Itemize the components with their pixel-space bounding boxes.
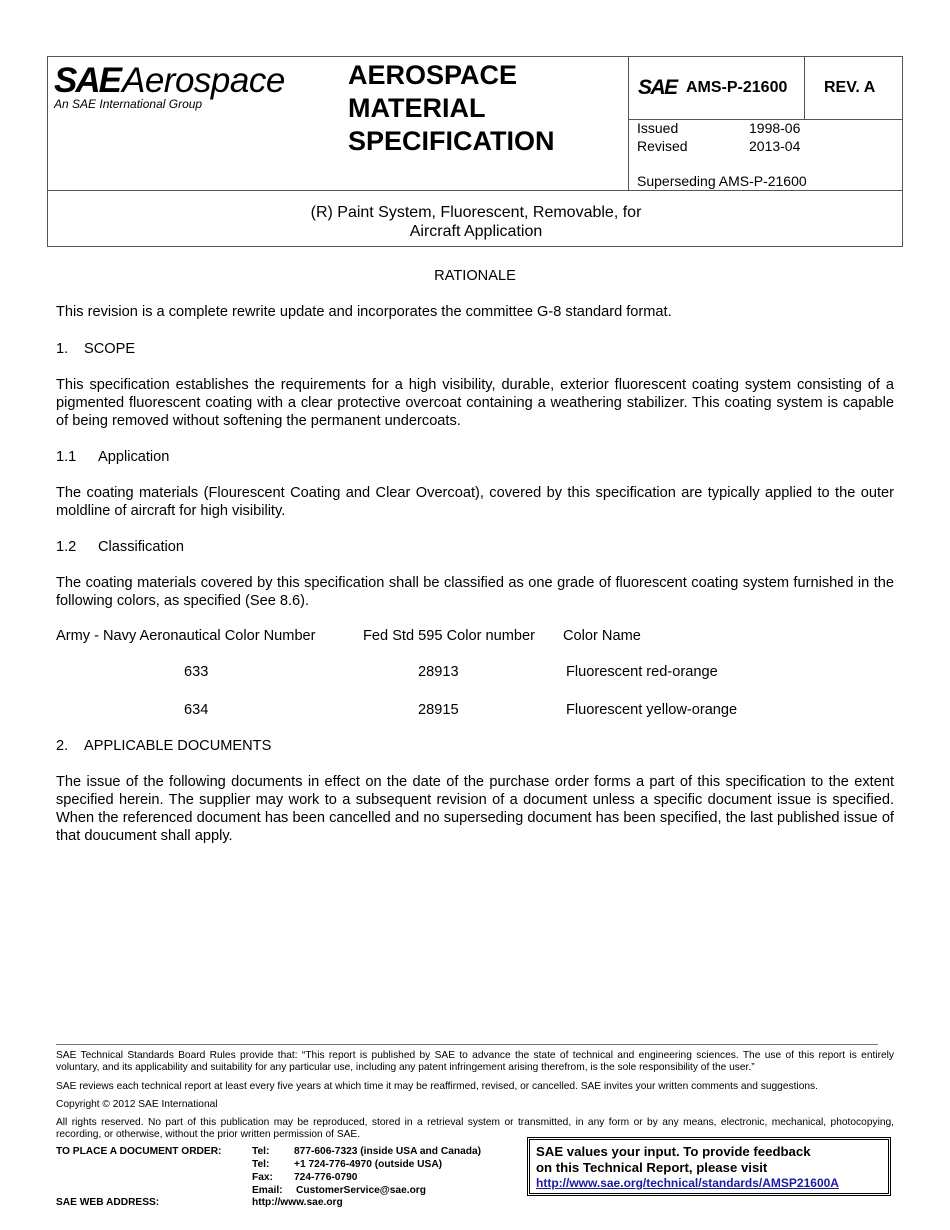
issued-label: Issued — [637, 120, 679, 136]
spec-title-line: SPECIFICATION — [348, 126, 555, 156]
footer-divider — [56, 1044, 878, 1046]
revision-label: REV. A — [824, 79, 876, 96]
section-title: SCOPE — [84, 341, 136, 357]
tel1-label: Tel: — [252, 1146, 270, 1157]
header-divider — [804, 57, 805, 119]
section-number: 1.2 — [56, 539, 77, 555]
section-number: 1. — [56, 341, 69, 357]
section-2-heading — [56, 737, 894, 755]
logo-subtitle: An SAE International Group — [54, 97, 203, 111]
fax-value: 724-776-0790 — [294, 1172, 358, 1183]
table-cell: 28913 — [418, 664, 459, 680]
table-cell: 28915 — [418, 702, 459, 718]
section-number: 1.1 — [56, 449, 77, 465]
section-title: APPLICABLE DOCUMENTS — [84, 738, 272, 754]
table-header: Army - Navy Aeronautical Color Number — [56, 628, 316, 644]
section-number: 2. — [56, 738, 69, 754]
table-header: Fed Std 595 Color number — [363, 628, 535, 644]
section-1-text: This specification establishes the requirements for a high visibility, durable, exterior fluorescent coating system consisting of a pigmented fluorescent coating with a clear protective overcoat containing a weathering stabilizer. This coating system is capable of being removed without softening the permanent undercoats. — [56, 377, 894, 429]
footer-copyright: Copyright © 2012 SAE International — [56, 1099, 218, 1110]
fax-label: Fax: — [252, 1172, 273, 1183]
subtitle-line: Aircraft Application — [409, 223, 543, 240]
feedback-line: SAE values your input. To provide feedback — [536, 1144, 811, 1159]
section-2-text: The issue of the following documents in effect on the date of the purchase order forms a part of this specification to the extent specified herein. The supplier may work to a subsequent revision of a document unless a specific document issue is specified. When the referenced document has been cancelled and no superseding document has been specified, the last published issue of that doucument shall apply. — [56, 774, 894, 844]
email-link[interactable]: CustomerService@sae.org — [296, 1185, 426, 1196]
spec-title — [348, 59, 555, 158]
section-1-2-text: The coating materials covered by this specification shall be classified as one grade of fluorescent coating system furnished in the following colors, as specified (See 8.6). — [56, 575, 894, 609]
spec-title-line: AEROSPACE — [348, 60, 518, 90]
footer-rights-text: All rights reserved. No part of this publication may be reproduced, stored in a retrieval system or transmitted, in any form or by any means, electronic, mechanical, photocopying, recording, or otherwise, without the prior written permission of SAE. — [56, 1117, 894, 1140]
section-1-1-heading — [56, 448, 894, 466]
order-label: TO PLACE A DOCUMENT ORDER: — [56, 1146, 222, 1157]
table-cell: 633 — [184, 664, 209, 680]
logo-sae-text: SAE — [54, 61, 120, 100]
feedback-box — [527, 1137, 891, 1196]
tel2-label: Tel: — [252, 1159, 270, 1170]
table-cell: Fluorescent red-orange — [566, 664, 718, 680]
section-1-heading — [56, 340, 894, 358]
section-1-1-text: The coating materials (Flourescent Coating and Clear Overcoat), covered by this specification are typically applied to the outer moldline of aircraft for high visibility. — [56, 485, 894, 519]
spec-title-line: MATERIAL — [348, 93, 486, 123]
web-address-link[interactable]: http://www.sae.org — [252, 1197, 343, 1208]
section-title: Application — [98, 449, 170, 465]
revised-label: Revised — [637, 138, 688, 154]
table-cell: 634 — [184, 702, 209, 718]
issued-date: 1998-06 — [749, 120, 801, 136]
superseding-note: Superseding AMS-P-21600 — [637, 173, 807, 189]
tel2-value: +1 724-776-4970 (outside USA) — [294, 1159, 443, 1170]
section-1-2-heading — [56, 538, 894, 556]
header-box — [47, 56, 903, 247]
footer-review-text: SAE reviews each technical report at least every five years at which time it may be reaffirmed, revised, or cancelled. SAE invites your written comments and suggestions. — [56, 1081, 818, 1092]
sae-small-logo: SAE — [638, 76, 677, 99]
footer-rules-text: SAE Technical Standards Board Rules provide that: “This report is published by SAE to advance the state of technical and engineering sciences. The use of this report is entirely voluntary, and its applicability and suitability for any particular use, including any patent infringement arising therefrom, is the sole responsibility of the user.” — [56, 1050, 894, 1073]
tel1-value: 877-606-7323 (inside USA and Canada) — [294, 1146, 482, 1157]
header-divider — [628, 57, 629, 190]
table-header: Color Name — [563, 628, 641, 644]
logo-aerospace-text: Aerospace — [122, 61, 285, 100]
revised-date: 2013-04 — [749, 138, 801, 154]
document-number: AMS-P-21600 — [686, 79, 788, 96]
header-divider — [48, 190, 903, 191]
feedback-line: on this Technical Report, please visit — [536, 1160, 768, 1175]
email-label: Email: — [252, 1185, 283, 1196]
section-title: Classification — [98, 539, 184, 555]
document-subtitle — [48, 203, 904, 241]
subtitle-line: (R) Paint System, Fluorescent, Removable, for — [310, 204, 642, 221]
rationale-text: This revision is a complete rewrite update and incorporates the committee G-8 standard format. — [56, 304, 672, 320]
rationale-heading: RATIONALE — [434, 268, 516, 284]
feedback-link[interactable]: http://www.sae.org/technical/standards/AMSP21600A — [536, 1176, 839, 1190]
table-cell: Fluorescent yellow-orange — [566, 702, 738, 718]
web-address-label: SAE WEB ADDRESS: — [56, 1197, 160, 1208]
